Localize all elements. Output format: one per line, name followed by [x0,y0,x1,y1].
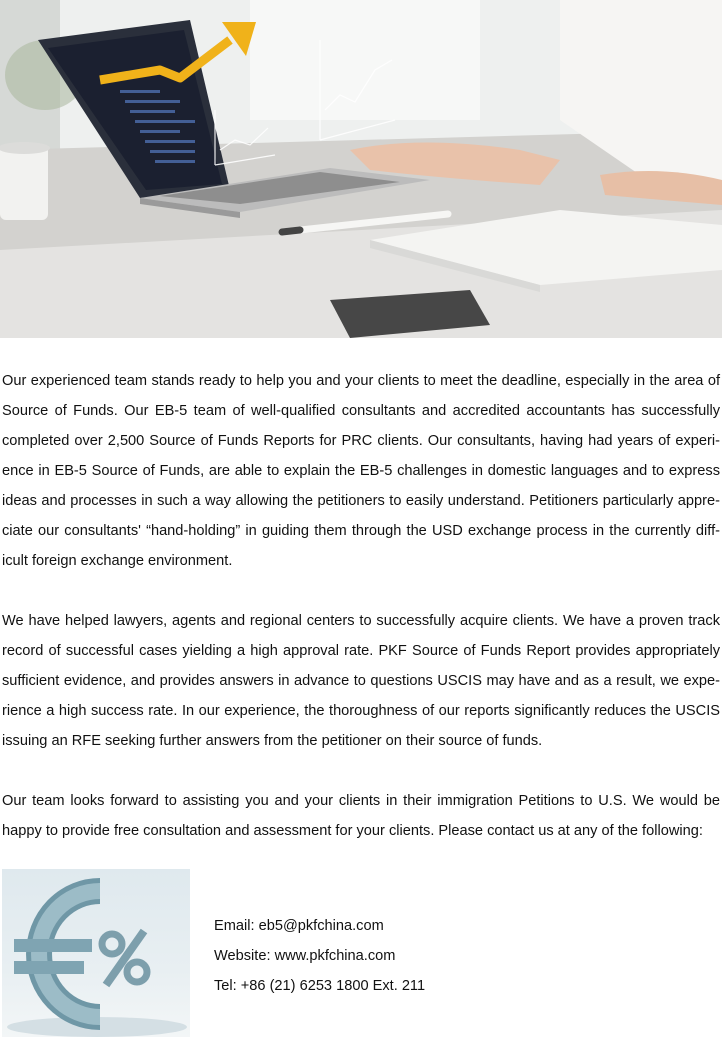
euro-percent-symbol [2,869,190,1037]
paragraph-track-record: We have helped lawyers, agents and regional centers to successfully acquire clients. We have a proven track record of successful cases yielding a high approval rate. PKF Source of Funds Report provides appropriately sufficient evidence, and provides answers in advance to questions USCIS may have and as a result, we experience a high success rate. In our experience, the thoroughness of our reports significantly reduces the USCIS issuing an RFE seeking further answers from the petitioner on their source of funds. [2,613,720,749]
euro-percent-image [2,869,190,1037]
paragraph-contact-invite: Our team looks forward to assisting you and your clients in their immigration Petitions to U.S. We would be happy to provide free consultation and assessment for your clients. Please contact us at any of the following: [2,793,720,839]
office-laptop-illustration [0,0,722,338]
hero-photo [0,0,722,338]
contact-website[interactable]: Website: www.pkfchina.com [214,948,396,964]
contact-phone: Tel: +86 (21) 6253 1800 Ext. 211 [214,978,426,994]
paragraph-team-intro: Our experienced team stands ready to help you and your clients to meet the deadline, especially in the area of Source of Funds. Our EB-5 team of well-qualified consultants and accredited accountants has successfully completed over 2,500 Source of Funds Reports for PRC clients. Our consultants, having had years of experience in EB-5 Source of Funds, are able to explain the EB-5 challenges in domestic languages and to express ideas and processes in such a way allowing the petitioners to easily understand. Petitioners particularly appreciate our consultants' “hand-holding” in guiding them through the USD exchange process in the currently difficult foreign exchange environment. [2,373,720,569]
contact-email[interactable]: Email: eb5@pkfchina.com [214,918,384,934]
contact-list [214,911,425,1001]
body-text [2,366,720,846]
